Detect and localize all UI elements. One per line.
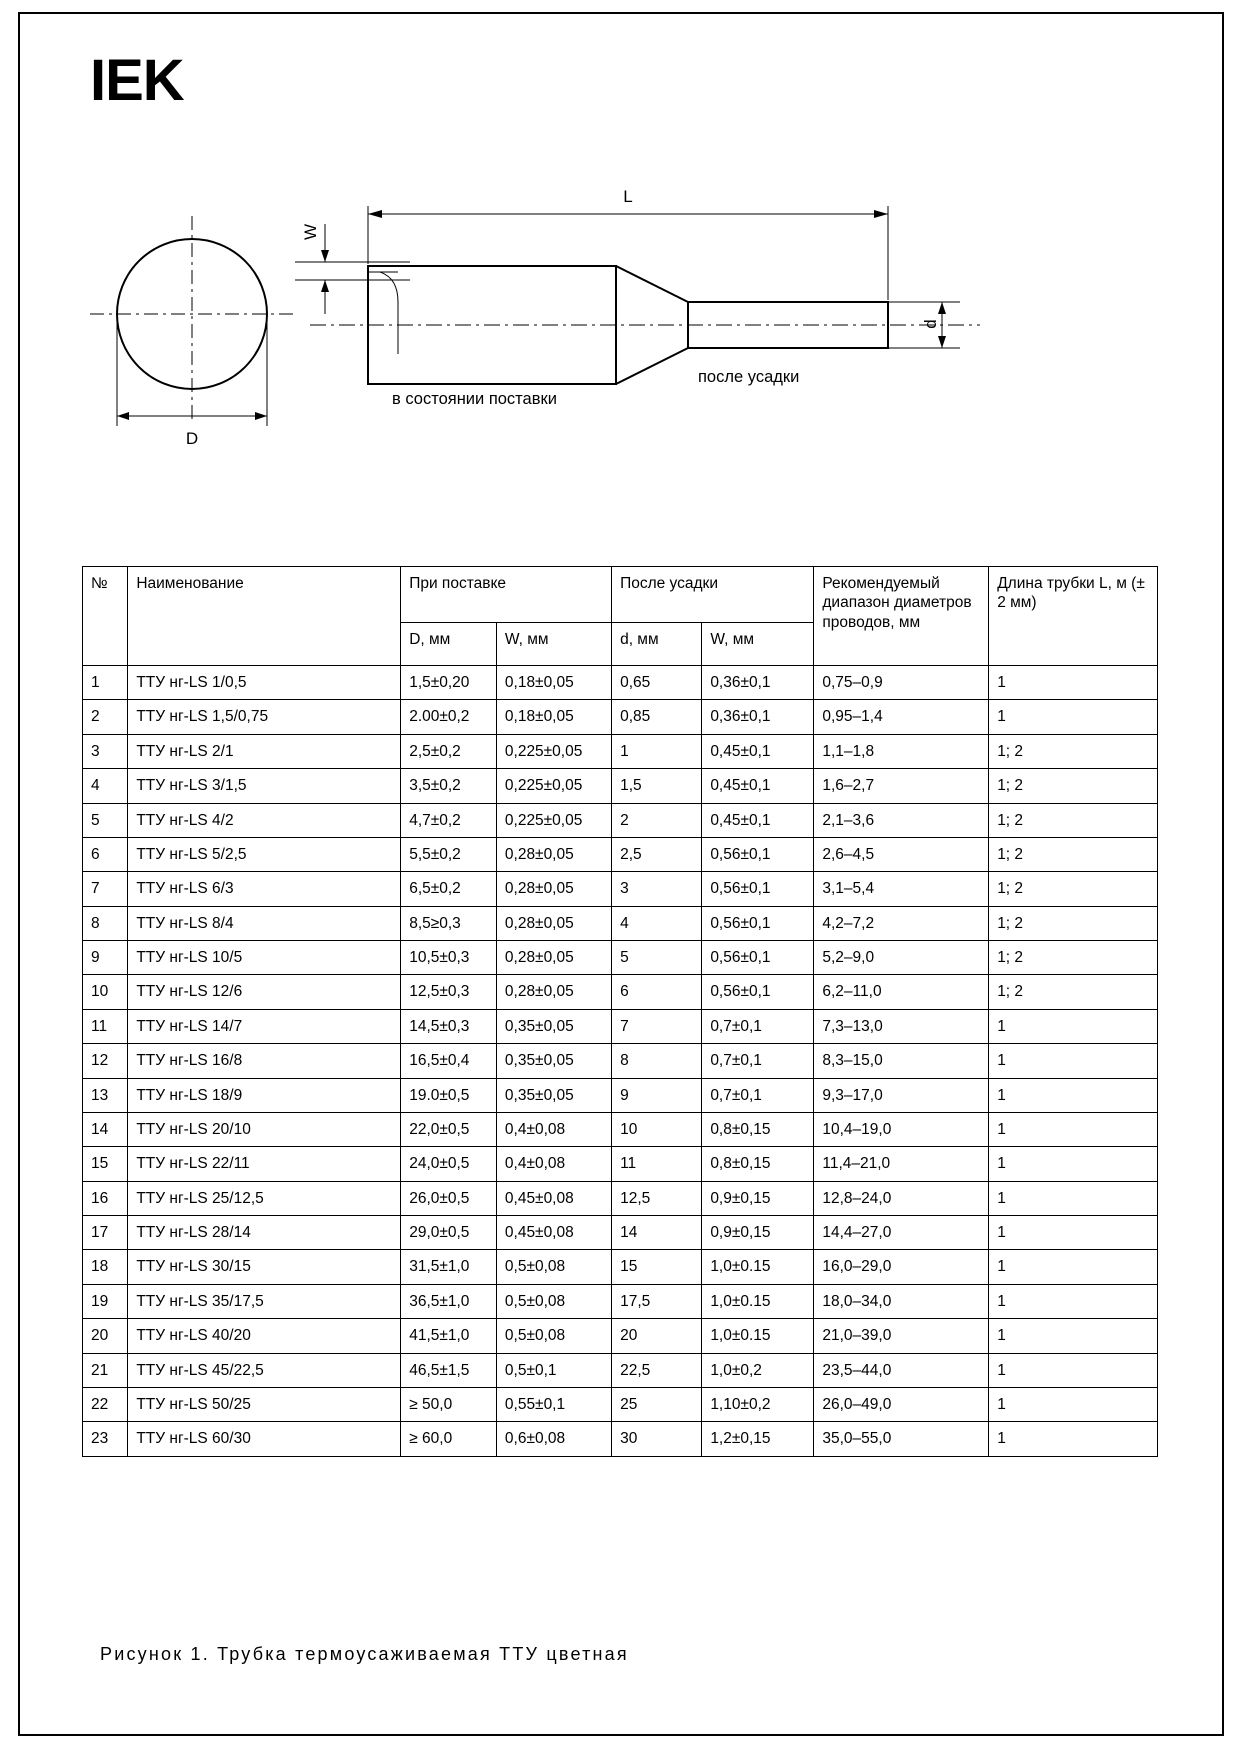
- cell-W: 0,4±0,08: [496, 1112, 611, 1146]
- cell-W2: 1,2±0,15: [702, 1422, 814, 1456]
- cell-W2: 0,7±0,1: [702, 1078, 814, 1112]
- iek-logo: IEK: [90, 48, 184, 113]
- cell-W2: 1,10±0,2: [702, 1387, 814, 1421]
- table-row: [83, 1250, 1158, 1284]
- table-row: [83, 1422, 1158, 1456]
- table-row: [83, 872, 1158, 906]
- cell-range: 35,0–55,0: [814, 1422, 989, 1456]
- cell-W2: 0,9±0,15: [702, 1216, 814, 1250]
- cell-D: 16,5±0,4: [401, 1044, 497, 1078]
- cell-range: 0,75–0,9: [814, 666, 989, 700]
- cell-W: 0,45±0,08: [496, 1216, 611, 1250]
- cell-W: 0,225±0,05: [496, 769, 611, 803]
- cell-d: 15: [612, 1250, 702, 1284]
- cell-len: 1; 2: [989, 941, 1158, 975]
- table-row: [83, 1078, 1158, 1112]
- cell-range: 21,0–39,0: [814, 1319, 989, 1353]
- cell-D: 2.00±0,2: [401, 700, 497, 734]
- cell-num: 14: [83, 1112, 128, 1146]
- cell-W2: 1,0±0.15: [702, 1250, 814, 1284]
- table-row: [83, 941, 1158, 975]
- table-row: [83, 1044, 1158, 1078]
- cell-W: 0,28±0,05: [496, 941, 611, 975]
- cell-W2: 0,56±0,1: [702, 975, 814, 1009]
- cell-W: 0,5±0,1: [496, 1353, 611, 1387]
- cell-W: 0,4±0,08: [496, 1147, 611, 1181]
- cell-D: 22,0±0,5: [401, 1112, 497, 1146]
- cell-len: 1: [989, 1112, 1158, 1146]
- cell-name: ТТУ нг-LS 5/2,5: [128, 837, 401, 871]
- svg-text:в состоянии поставки: в состоянии поставки: [392, 390, 557, 408]
- cell-name: ТТУ нг-LS 50/25: [128, 1387, 401, 1421]
- cell-len: 1; 2: [989, 769, 1158, 803]
- spec-table-wrapper: [82, 566, 1158, 1457]
- cell-d: 5: [612, 941, 702, 975]
- svg-text:W: W: [301, 224, 320, 241]
- cell-name: ТТУ нг-LS 8/4: [128, 906, 401, 940]
- cell-d: 1: [612, 734, 702, 768]
- cell-range: 18,0–34,0: [814, 1284, 989, 1318]
- cell-name: ТТУ нг-LS 40/20: [128, 1319, 401, 1353]
- table-row: [83, 734, 1158, 768]
- cell-num: 20: [83, 1319, 128, 1353]
- table-body: [83, 666, 1158, 1457]
- header-sub-W2: W, мм: [702, 623, 814, 666]
- cell-W2: 0,45±0,1: [702, 769, 814, 803]
- cell-len: 1: [989, 1353, 1158, 1387]
- cell-W: 0,5±0,08: [496, 1319, 611, 1353]
- cell-range: 23,5–44,0: [814, 1353, 989, 1387]
- cell-len: 1; 2: [989, 975, 1158, 1009]
- cell-d: 0,65: [612, 666, 702, 700]
- cell-name: ТТУ нг-LS 3/1,5: [128, 769, 401, 803]
- cell-W: 0,35±0,05: [496, 1078, 611, 1112]
- cell-d: 2,5: [612, 837, 702, 871]
- cell-len: 1: [989, 1147, 1158, 1181]
- cell-len: 1: [989, 1216, 1158, 1250]
- cell-range: 2,1–3,6: [814, 803, 989, 837]
- cell-W: 0,225±0,05: [496, 803, 611, 837]
- cell-range: 8,3–15,0: [814, 1044, 989, 1078]
- table-row: [83, 769, 1158, 803]
- cell-range: 11,4–21,0: [814, 1147, 989, 1181]
- cell-num: 19: [83, 1284, 128, 1318]
- header-sub-d: d, мм: [612, 623, 702, 666]
- document-page: [18, 12, 1224, 1736]
- table-row: [83, 700, 1158, 734]
- header-length: Длина трубки L, м (± 2 мм): [989, 567, 1158, 666]
- cell-name: ТТУ нг-LS 20/10: [128, 1112, 401, 1146]
- cell-W2: 0,9±0,15: [702, 1181, 814, 1215]
- table-row: [83, 1147, 1158, 1181]
- cell-len: 1: [989, 1284, 1158, 1318]
- table-row: [83, 906, 1158, 940]
- cell-W2: 0,56±0,1: [702, 837, 814, 871]
- table-row: [83, 1319, 1158, 1353]
- cell-name: ТТУ нг-LS 35/17,5: [128, 1284, 401, 1318]
- cell-d: 2: [612, 803, 702, 837]
- cell-d: 12,5: [612, 1181, 702, 1215]
- cell-d: 14: [612, 1216, 702, 1250]
- cell-D: 4,7±0,2: [401, 803, 497, 837]
- cell-num: 22: [83, 1387, 128, 1421]
- cell-D: ≥ 50,0: [401, 1387, 497, 1421]
- cell-D: 19.0±0,5: [401, 1078, 497, 1112]
- cell-W: 0,18±0,05: [496, 666, 611, 700]
- cell-D: 31,5±1,0: [401, 1250, 497, 1284]
- cell-num: 9: [83, 941, 128, 975]
- cell-W2: 0,56±0,1: [702, 872, 814, 906]
- cell-d: 30: [612, 1422, 702, 1456]
- svg-text:L: L: [623, 187, 633, 206]
- cell-name: ТТУ нг-LS 1/0,5: [128, 666, 401, 700]
- cell-num: 7: [83, 872, 128, 906]
- cell-len: 1: [989, 1009, 1158, 1043]
- cell-range: 9,3–17,0: [814, 1078, 989, 1112]
- cell-range: 3,1–5,4: [814, 872, 989, 906]
- cell-W2: 0,8±0,15: [702, 1112, 814, 1146]
- cell-num: 23: [83, 1422, 128, 1456]
- cell-d: 1,5: [612, 769, 702, 803]
- cell-range: 0,95–1,4: [814, 700, 989, 734]
- cell-W2: 0,56±0,1: [702, 906, 814, 940]
- cell-name: ТТУ нг-LS 30/15: [128, 1250, 401, 1284]
- cell-num: 1: [83, 666, 128, 700]
- cell-W: 0,35±0,05: [496, 1044, 611, 1078]
- cell-D: 3,5±0,2: [401, 769, 497, 803]
- cell-num: 18: [83, 1250, 128, 1284]
- cell-len: 1: [989, 1422, 1158, 1456]
- cell-name: ТТУ нг-LS 6/3: [128, 872, 401, 906]
- cell-W: 0,225±0,05: [496, 734, 611, 768]
- cell-W: 0,28±0,05: [496, 872, 611, 906]
- cell-name: ТТУ нг-LS 12/6: [128, 975, 401, 1009]
- cell-num: 3: [83, 734, 128, 768]
- cell-D: 8,5≥0,3: [401, 906, 497, 940]
- cell-W: 0,18±0,05: [496, 700, 611, 734]
- cell-D: 2,5±0,2: [401, 734, 497, 768]
- cell-W: 0,55±0,1: [496, 1387, 611, 1421]
- cell-range: 4,2–7,2: [814, 906, 989, 940]
- cell-D: ≥ 60,0: [401, 1422, 497, 1456]
- cell-range: 16,0–29,0: [814, 1250, 989, 1284]
- spec-table: [82, 566, 1158, 1457]
- cell-range: 12,8–24,0: [814, 1181, 989, 1215]
- cell-len: 1; 2: [989, 734, 1158, 768]
- cell-num: 2: [83, 700, 128, 734]
- cell-len: 1; 2: [989, 837, 1158, 871]
- cell-len: 1: [989, 1181, 1158, 1215]
- cell-d: 3: [612, 872, 702, 906]
- cell-range: 14,4–27,0: [814, 1216, 989, 1250]
- cell-name: ТТУ нг-LS 1,5/0,75: [128, 700, 401, 734]
- cell-W2: 0,36±0,1: [702, 666, 814, 700]
- cell-num: 21: [83, 1353, 128, 1387]
- cell-D: 36,5±1,0: [401, 1284, 497, 1318]
- header-num: №: [83, 567, 128, 666]
- cell-W2: 0,45±0,1: [702, 803, 814, 837]
- cell-num: 11: [83, 1009, 128, 1043]
- cell-num: 5: [83, 803, 128, 837]
- table-row: [83, 837, 1158, 871]
- header-name: Наименование: [128, 567, 401, 666]
- cell-range: 2,6–4,5: [814, 837, 989, 871]
- cell-name: ТТУ нг-LS 28/14: [128, 1216, 401, 1250]
- svg-text:d: d: [921, 319, 940, 329]
- table-row: [83, 1353, 1158, 1387]
- table-row: [83, 1112, 1158, 1146]
- table-header-row: [83, 567, 1158, 623]
- cell-D: 6,5±0,2: [401, 872, 497, 906]
- cell-W: 0,35±0,05: [496, 1009, 611, 1043]
- header-shrink-group: После усадки: [612, 567, 814, 623]
- cell-len: 1: [989, 1250, 1158, 1284]
- table-row: [83, 1009, 1158, 1043]
- cell-len: 1: [989, 1319, 1158, 1353]
- cell-W: 0,5±0,08: [496, 1250, 611, 1284]
- cell-W2: 1,0±0.15: [702, 1284, 814, 1318]
- cell-num: 12: [83, 1044, 128, 1078]
- cell-D: 10,5±0,3: [401, 941, 497, 975]
- cell-num: 13: [83, 1078, 128, 1112]
- cell-W2: 0,56±0,1: [702, 941, 814, 975]
- cell-range: 26,0–49,0: [814, 1387, 989, 1421]
- svg-text:после усадки: после усадки: [698, 368, 800, 386]
- header-range: Рекомендуемый диапазон диаметров проводов, мм: [814, 567, 989, 666]
- cell-range: 7,3–13,0: [814, 1009, 989, 1043]
- header-supply-group: При поставке: [401, 567, 612, 623]
- cell-d: 9: [612, 1078, 702, 1112]
- cell-name: ТТУ нг-LS 2/1: [128, 734, 401, 768]
- cell-name: ТТУ нг-LS 45/22,5: [128, 1353, 401, 1387]
- cell-W2: 1,0±0,2: [702, 1353, 814, 1387]
- cell-num: 15: [83, 1147, 128, 1181]
- cell-D: 41,5±1,0: [401, 1319, 497, 1353]
- cell-name: ТТУ нг-LS 10/5: [128, 941, 401, 975]
- cell-D: 46,5±1,5: [401, 1353, 497, 1387]
- cell-W2: 0,7±0,1: [702, 1009, 814, 1043]
- cell-len: 1: [989, 700, 1158, 734]
- cell-range: 10,4–19,0: [814, 1112, 989, 1146]
- cell-range: 6,2–11,0: [814, 975, 989, 1009]
- cell-D: 12,5±0,3: [401, 975, 497, 1009]
- table-row: [83, 803, 1158, 837]
- cell-num: 16: [83, 1181, 128, 1215]
- cell-name: ТТУ нг-LS 16/8: [128, 1044, 401, 1078]
- cell-W: 0,6±0,08: [496, 1422, 611, 1456]
- cell-name: ТТУ нг-LS 18/9: [128, 1078, 401, 1112]
- cell-d: 25: [612, 1387, 702, 1421]
- cell-len: 1; 2: [989, 906, 1158, 940]
- cell-d: 7: [612, 1009, 702, 1043]
- table-row: [83, 975, 1158, 1009]
- cell-W: 0,28±0,05: [496, 906, 611, 940]
- cell-range: 5,2–9,0: [814, 941, 989, 975]
- cell-name: ТТУ нг-LS 22/11: [128, 1147, 401, 1181]
- svg-text:D: D: [185, 429, 199, 448]
- cell-name: ТТУ нг-LS 25/12,5: [128, 1181, 401, 1215]
- cell-range: 1,6–2,7: [814, 769, 989, 803]
- cell-num: 8: [83, 906, 128, 940]
- cell-name: ТТУ нг-LS 14/7: [128, 1009, 401, 1043]
- cell-len: 1: [989, 1387, 1158, 1421]
- cell-W: 0,5±0,08: [496, 1284, 611, 1318]
- cell-W2: 1,0±0.15: [702, 1319, 814, 1353]
- cell-name: ТТУ нг-LS 60/30: [128, 1422, 401, 1456]
- figure-caption: Рисунок 1. Трубка термоусаживаемая ТТУ цветная: [100, 1644, 629, 1664]
- cell-D: 26,0±0,5: [401, 1181, 497, 1215]
- cell-d: 6: [612, 975, 702, 1009]
- cell-W2: 0,8±0,15: [702, 1147, 814, 1181]
- table-row: [83, 1387, 1158, 1421]
- cell-len: 1: [989, 1078, 1158, 1112]
- product-drawing: [80, 154, 1160, 484]
- cell-d: 0,85: [612, 700, 702, 734]
- cell-W2: 0,7±0,1: [702, 1044, 814, 1078]
- cell-d: 17,5: [612, 1284, 702, 1318]
- header-sub-D: D, мм: [401, 623, 497, 666]
- cell-D: 1,5±0,20: [401, 666, 497, 700]
- cell-len: 1; 2: [989, 803, 1158, 837]
- cell-d: 11: [612, 1147, 702, 1181]
- table-row: [83, 1216, 1158, 1250]
- table-head: [83, 567, 1158, 666]
- header-sub-W: W, мм: [496, 623, 611, 666]
- cell-D: 24,0±0,5: [401, 1147, 497, 1181]
- cell-D: 29,0±0,5: [401, 1216, 497, 1250]
- cell-d: 20: [612, 1319, 702, 1353]
- table-row: [83, 666, 1158, 700]
- cell-len: 1; 2: [989, 872, 1158, 906]
- cell-len: 1: [989, 1044, 1158, 1078]
- cell-d: 4: [612, 906, 702, 940]
- cell-num: 10: [83, 975, 128, 1009]
- cell-W: 0,45±0,08: [496, 1181, 611, 1215]
- cell-num: 6: [83, 837, 128, 871]
- cell-W: 0,28±0,05: [496, 975, 611, 1009]
- table-row: [83, 1284, 1158, 1318]
- cell-W: 0,28±0,05: [496, 837, 611, 871]
- cell-d: 10: [612, 1112, 702, 1146]
- cell-range: 1,1–1,8: [814, 734, 989, 768]
- table-row: [83, 1181, 1158, 1215]
- cell-d: 22,5: [612, 1353, 702, 1387]
- cell-D: 14,5±0,3: [401, 1009, 497, 1043]
- cell-D: 5,5±0,2: [401, 837, 497, 871]
- cell-num: 4: [83, 769, 128, 803]
- cell-W2: 0,45±0,1: [702, 734, 814, 768]
- cell-num: 17: [83, 1216, 128, 1250]
- cell-W2: 0,36±0,1: [702, 700, 814, 734]
- cell-name: ТТУ нг-LS 4/2: [128, 803, 401, 837]
- cell-d: 8: [612, 1044, 702, 1078]
- cell-len: 1: [989, 666, 1158, 700]
